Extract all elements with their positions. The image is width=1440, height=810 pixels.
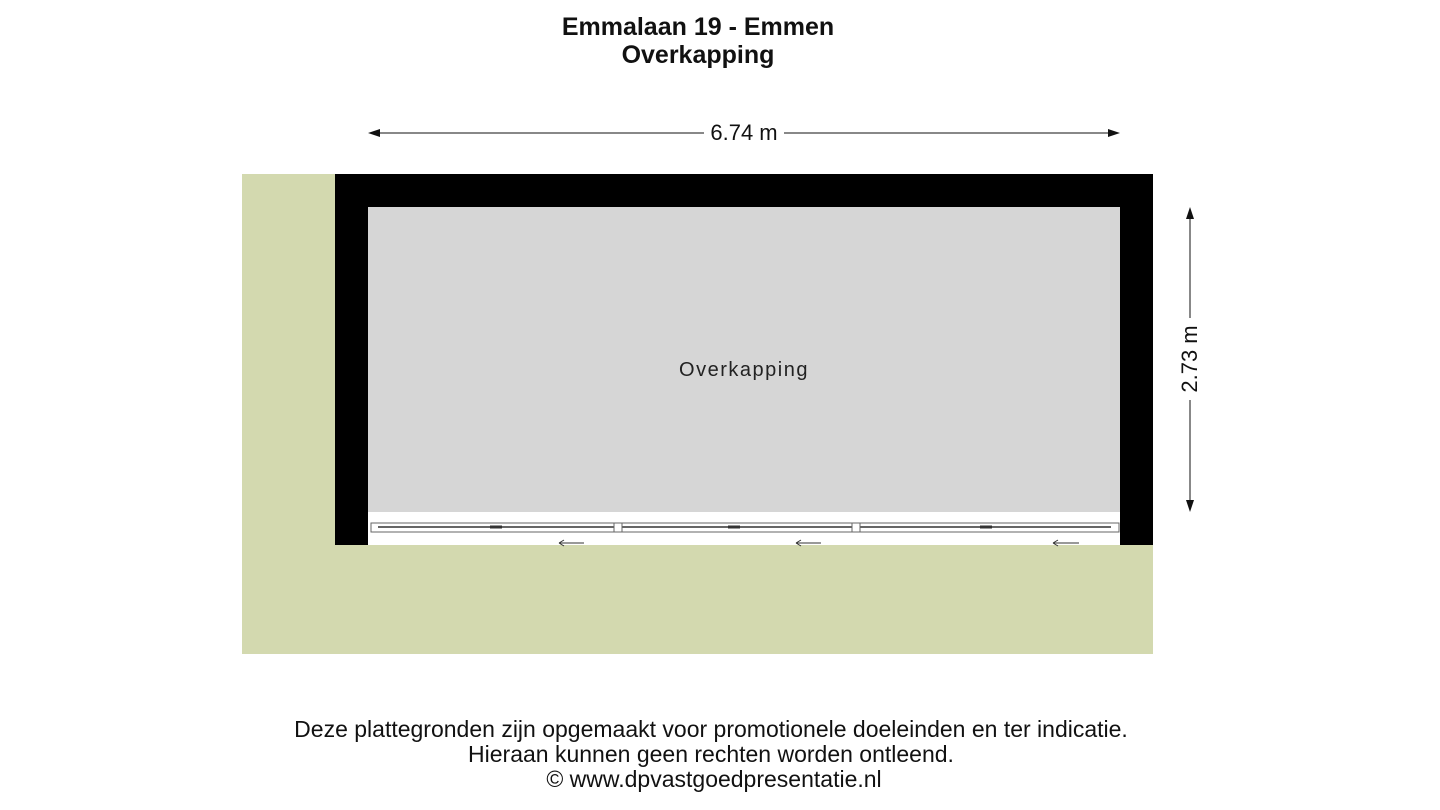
disclaimer-line-1: Deze plattegronden zijn opgemaakt voor promotionele doeleinden en ter indicatie. [294, 716, 1128, 742]
plan-title: Emmalaan 19 - Emmen [561, 13, 835, 41]
plan-subtitle: Overkapping [621, 41, 775, 69]
garden-bottom [242, 545, 1153, 654]
room-label: Overkapping [679, 359, 809, 381]
wall-left [335, 174, 368, 545]
copyright: © www.dpvastgoedpresentatie.nl [546, 766, 882, 792]
wall-right [1120, 174, 1153, 545]
disclaimer-line-2: Hieraan kunnen geen rechten worden ontleend. [468, 741, 954, 767]
door-zone [370, 512, 1120, 545]
height-label: 2.73 m [1177, 325, 1202, 393]
width-label: 6.74 m [710, 120, 778, 145]
wall-top [335, 174, 1153, 207]
